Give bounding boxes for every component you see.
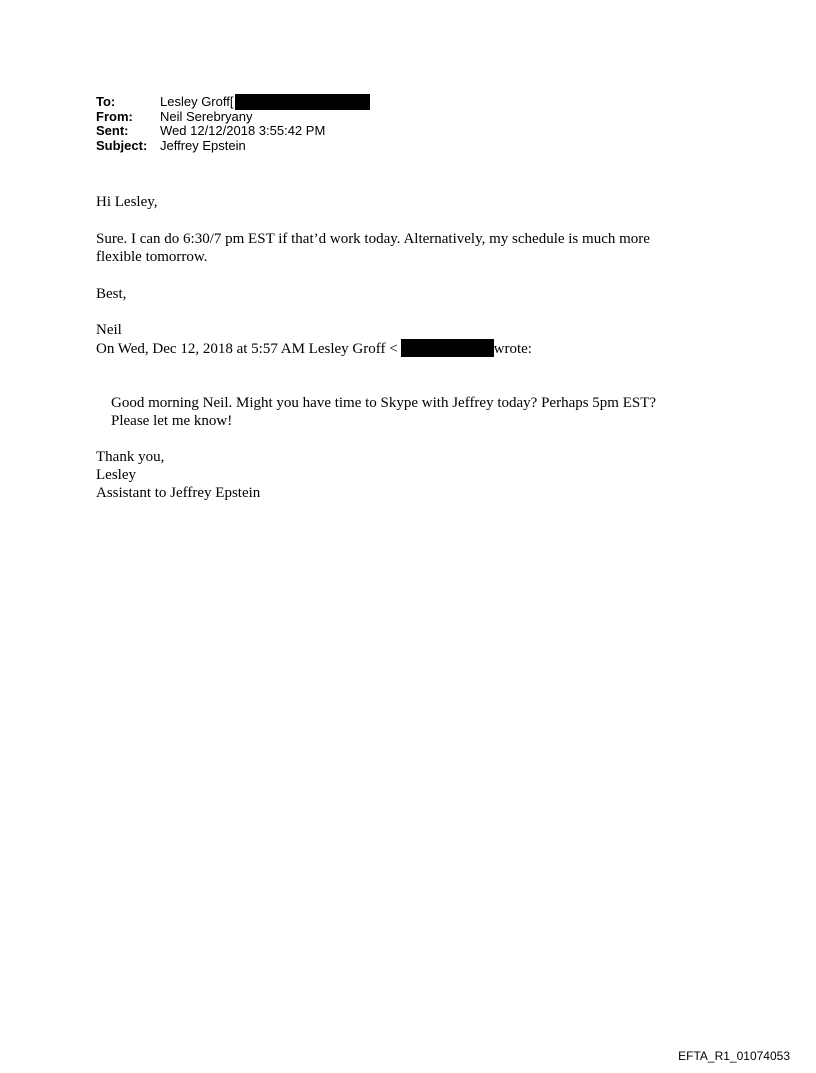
- subject-value: Jeffrey Epstein: [160, 137, 246, 153]
- greeting: Hi Lesley,: [96, 194, 158, 210]
- message-line-2: flexible tomorrow.: [96, 249, 208, 265]
- to-value: [160, 94, 370, 110]
- document-id: EFTA_R1_01074053: [678, 1049, 790, 1063]
- signature-block: [96, 321, 532, 358]
- quoted-line-2: Please let me know!: [111, 413, 233, 429]
- quote-intro: [96, 339, 532, 358]
- from-row: [96, 110, 370, 125]
- quoted-name: Lesley: [96, 467, 136, 483]
- redaction-box: [401, 339, 494, 357]
- sent-row: [96, 124, 370, 139]
- sent-label: Sent:: [96, 123, 129, 138]
- message-paragraph: [96, 230, 650, 266]
- from-value: Neil Serebryany: [160, 108, 253, 124]
- to-recipient: Lesley Groff[: [160, 94, 234, 109]
- signature-name: Neil: [96, 322, 122, 338]
- closing: Best,: [96, 286, 127, 302]
- sent-value: Wed 12/12/2018 3:55:42 PM: [160, 123, 326, 138]
- message-line-1: Sure. I can do 6:30/7 pm EST if that’d work today. Alternatively, my schedule is much more: [96, 231, 650, 247]
- quoted-paragraph: [111, 394, 656, 430]
- quoted-signature: [96, 448, 260, 502]
- quoted-line-1: Good morning Neil. Might you have time to Skype with Jeffrey today? Perhaps 5pm EST?: [111, 395, 657, 411]
- to-label: To:: [96, 94, 116, 109]
- quoted-title: Assistant to Jeffrey Epstein: [96, 485, 261, 501]
- quote-intro-text: On Wed, Dec 12, 2018 at 5:57 AM Lesley Groff <: [96, 341, 398, 357]
- quote-intro-wrote: wrote:: [493, 341, 532, 357]
- to-row: [96, 95, 370, 110]
- from-label: From:: [96, 108, 133, 124]
- quoted-thanks: Thank you,: [96, 449, 165, 465]
- redaction-box: [235, 94, 370, 110]
- subject-label: Subject:: [96, 137, 148, 153]
- subject-row: [96, 139, 370, 154]
- email-header: [96, 95, 370, 153]
